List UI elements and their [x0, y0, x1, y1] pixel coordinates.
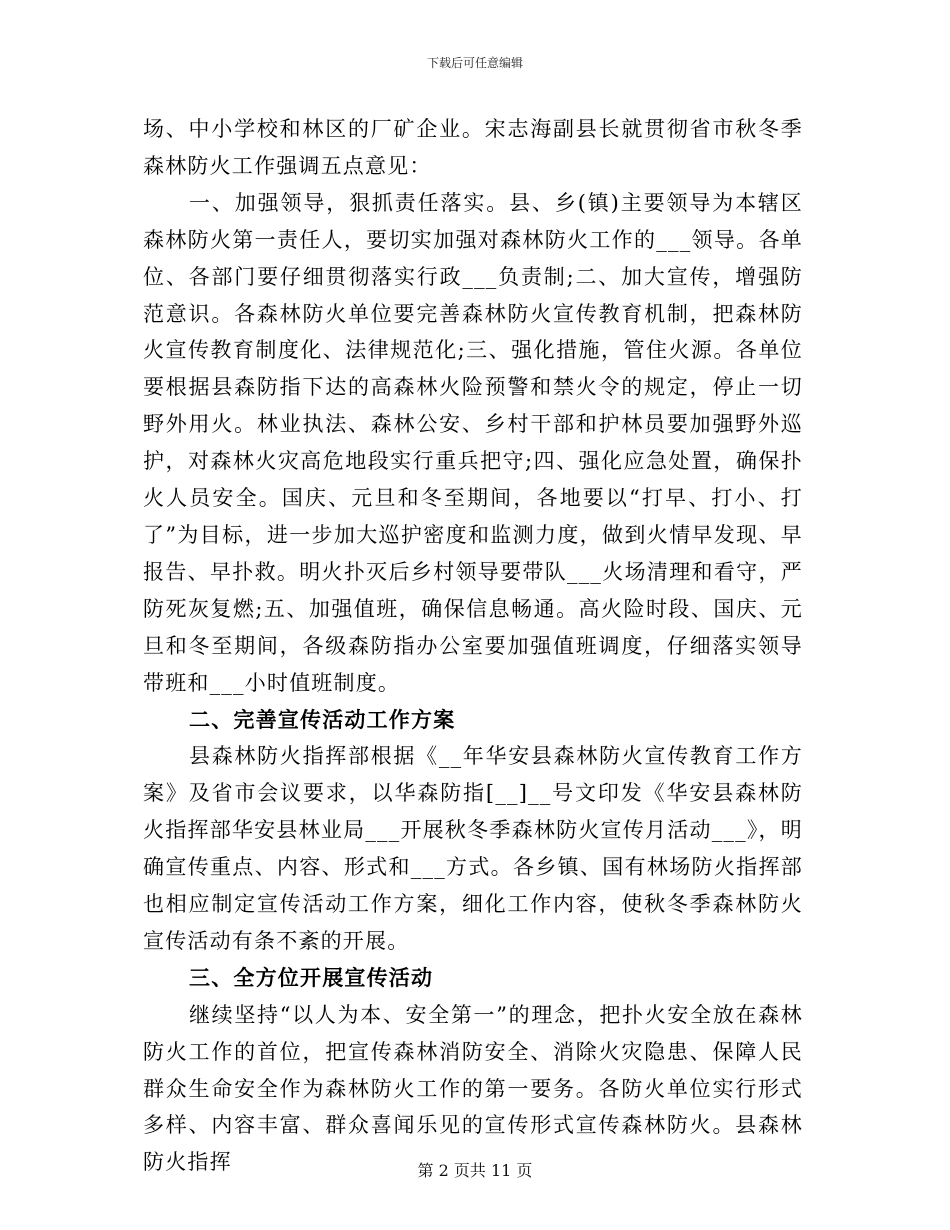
section-heading-3: 三、全方位开展宣传活动: [189, 965, 434, 990]
paragraph-five-points: 一、加强领导，狠抓责任落实。县、乡(镇)主要领导为本辖区森林防火第一责任人，要切实加强对森林防火工作的___领导。各单位、各部门要仔细贯彻落实行政___负责制;二、加大宣传，增强防范意识。各森林防火单位要完善森林防火宣传教育机制，把森林防火宣传教育制度化、法律规范化;三、强化措施，管住火源。各单位要根据县森防指下达的高森林火险预警和禁火令的规定，停止一切野外用火。林业执法、森林公安、乡村干部和护林员要加强野外巡护，对森林火灾高危地段实行重兵把守;四、强化应急处置，确保扑火人员安全。国庆、元旦和冬至期间，各地要以“打早、打小、打了”为目标，进一步加大巡护密度和监测力度，做到火情早发现、早报告、早扑救。明火扑灭后乡村领导要带队___火场清理和看守，严防死灰复燃;五、加强值班，确保信息畅通。高火险时段、国庆、元旦和冬至期间，各级森防指办公室要加强值班调度，仔细落实领导带班和___小时值班制度。: [143, 190, 803, 695]
page-number-footer: 第 2 页共 11 页: [417, 1161, 533, 1180]
paragraph-activities: 继续坚持“以人为本、安全第一”的理念，把扑火安全放在森林防火工作的首位，把宣传森林消防安全、消除火灾隐患、保障人民群众生命安全作为森林防火工作的第一要务。各防火单位实行形式多样、内容丰富、群众喜闻乐见的宣传形式宣传森林防火。县森林防火指挥: [143, 1002, 803, 1175]
header-note: 下载后可任意编辑: [426, 56, 523, 70]
document-body: [143, 111, 803, 1181]
section-heading-2: 二、完善宣传活动工作方案: [189, 707, 456, 732]
paragraph-campaign-plan: 县森林防火指挥部根据《__年华安县森林防火宣传教育工作方案》及省市会议要求，以华森防指[__]__号文印发《华安县森林防火指挥部华安县林业局___开展秋冬季森林防火宣传月活动___》，明确宣传重点、内容、形式和___方式。各乡镇、国有林场防火指挥部也相应制定宣传活动工作方案，细化工作内容，使秋冬季森林防火宣传活动有条不紊的开展。: [143, 744, 803, 953]
paragraph-intro: 场、中小学校和林区的厂矿企业。宋志海副县长就贯彻省市秋冬季森林防火工作强调五点意见：: [143, 117, 803, 178]
